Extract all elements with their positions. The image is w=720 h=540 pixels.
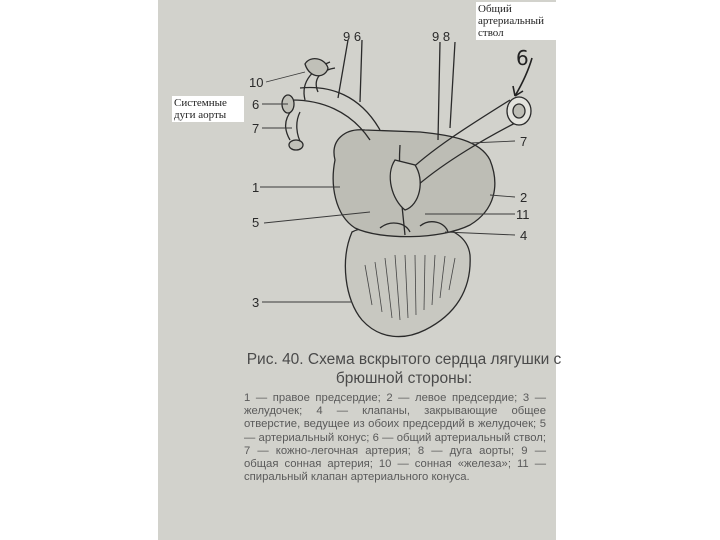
- ventricle: [345, 227, 470, 336]
- figure-caption-title: Рис. 40. Схема вскрытого сердца лягушки с брюшной стороны:: [246, 351, 562, 387]
- label-2: 2: [520, 190, 528, 205]
- pen-mark: 6: [516, 46, 529, 70]
- label-1: 1: [252, 180, 260, 195]
- label-9-8: 9 8: [432, 29, 451, 44]
- annotation-common-trunk: Общий артериальный ствол: [476, 2, 558, 40]
- vessel-9-6: [338, 40, 362, 102]
- vessel-9-8: [438, 42, 455, 140]
- label-6-left: 6: [252, 97, 260, 112]
- carotid-gland: [305, 59, 328, 76]
- label-11: 11: [516, 207, 530, 222]
- label-10: 10: [249, 75, 264, 90]
- branch-end-1: [289, 140, 303, 150]
- label-9-6: 9 6: [343, 29, 362, 44]
- label-3: 3: [252, 295, 260, 310]
- label-5: 5: [252, 215, 260, 230]
- annotation-systemic-arches: Системные дуги аорты: [172, 96, 244, 122]
- label-7-right: 7: [520, 134, 528, 149]
- label-4: 4: [520, 228, 528, 243]
- label-7-left: 7: [252, 121, 260, 136]
- figure-caption-body: 1 — правое предсердие; 2 — левое предсердие; 3 — желудочек; 4 — клапаны, закрывающие общее отверстие, ведущее из обоих предсердий в желудочек; 5 — артериальный конус; 6 — общий артериальный ствол; 7 — кожно-легочная артерия; 8 — дуга аорты; 9 — общая сонная артерия; 10 — сонная «железа»; 11 — спиральный клапан артериального конуса.: [244, 392, 546, 484]
